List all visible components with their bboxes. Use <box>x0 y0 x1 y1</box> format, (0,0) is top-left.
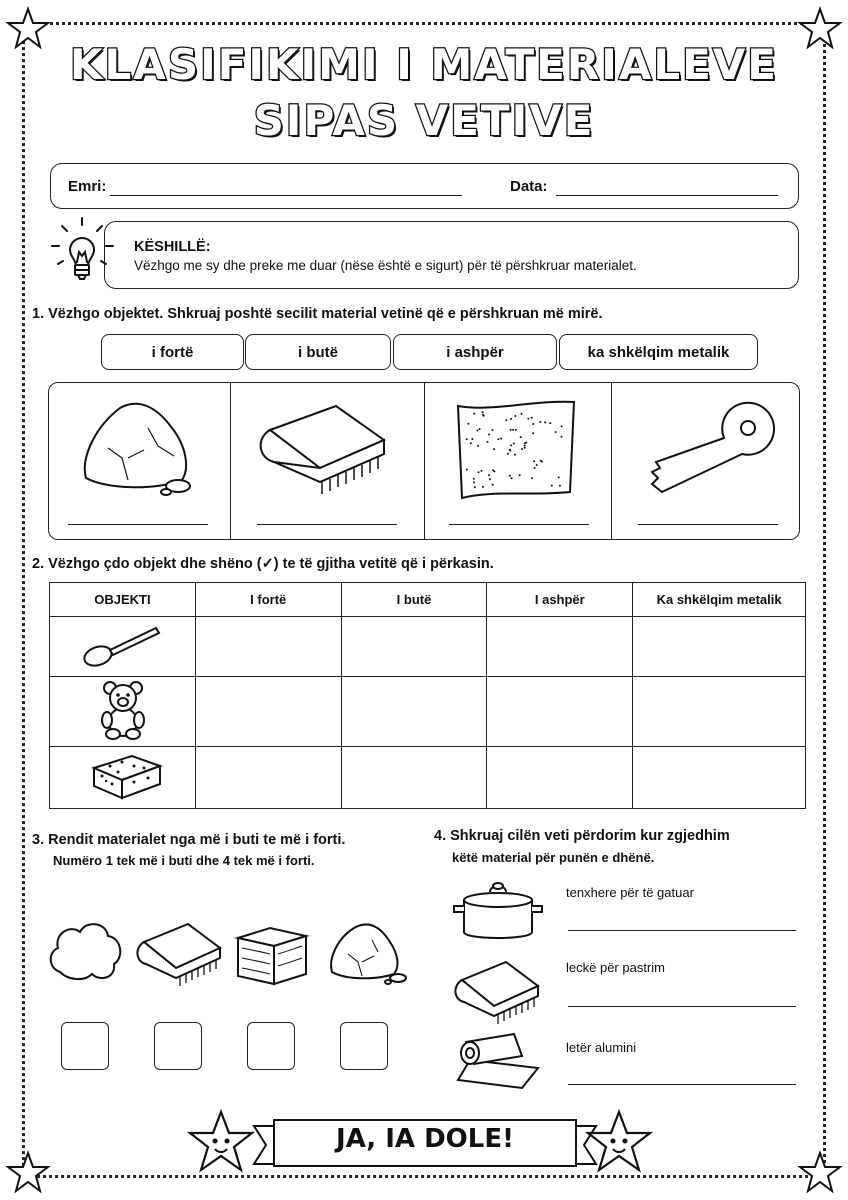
rank-box[interactable] <box>154 1022 202 1070</box>
grit-dot <box>482 486 484 488</box>
grit-dot <box>493 448 495 450</box>
divider <box>230 383 231 539</box>
smiling-star-icon <box>186 1108 256 1178</box>
grit-dot <box>479 428 481 430</box>
grit-dot <box>500 438 502 440</box>
grit-dot <box>549 422 551 424</box>
grit-dot <box>478 471 480 473</box>
grit-dot <box>561 425 563 427</box>
name-date-box <box>50 163 799 209</box>
check-cell[interactable] <box>487 677 633 747</box>
grit-dot <box>555 431 557 433</box>
q4-answer-line[interactable] <box>568 1084 796 1085</box>
check-cell[interactable] <box>633 747 806 809</box>
smiling-star-icon <box>584 1108 654 1178</box>
date-label: Data: <box>510 178 548 195</box>
divider <box>424 383 425 539</box>
q1-instruction: 1. Vëzhgo objektet. Shkruaj poshtë secilit material vetinë që e përshkruan më mirë. <box>32 306 603 322</box>
q4-line1: 4. Shkruaj cilën veti përdorim kur zgjedhim <box>434 828 730 844</box>
foil-roll-icon <box>450 1032 546 1092</box>
grit-dot <box>509 449 511 451</box>
grit-dot <box>510 444 512 446</box>
star-icon <box>798 1150 842 1194</box>
grit-dot <box>521 413 523 415</box>
column-header: I ashpër <box>487 583 633 617</box>
grit-dot <box>473 481 475 483</box>
q4-item-label: leckë për pastrim <box>566 960 665 975</box>
q4-line2: këtë material për punën e dhënë. <box>452 850 655 865</box>
grit-dot <box>492 484 494 486</box>
check-cell[interactable] <box>195 617 341 677</box>
q1-answer-line[interactable] <box>257 524 397 525</box>
column-header: OBJEKTI <box>50 583 196 617</box>
tip-heading: KËSHILLË: <box>134 239 211 255</box>
grit-dot <box>527 418 529 420</box>
q3-line2: Numëro 1 tek më i buti dhe 4 tek më i forti. <box>53 853 315 868</box>
grit-dot <box>511 477 513 479</box>
grit-dot <box>551 485 553 487</box>
rock-icon <box>78 398 208 498</box>
folded-cloth-icon <box>256 404 396 500</box>
grit-dot <box>509 475 511 477</box>
sponge-icon <box>88 750 164 802</box>
grit-dot <box>531 477 533 479</box>
rank-box[interactable] <box>340 1022 388 1070</box>
q1-answer-line[interactable] <box>68 524 208 525</box>
grit-dot <box>524 445 526 447</box>
q3-line1: 3. Rendit materialet nga më i buti te më i forti. <box>32 832 346 848</box>
name-label: Emri: <box>68 178 107 195</box>
star-icon <box>6 1150 50 1194</box>
grit-dot <box>482 414 484 416</box>
q4-item-label: letër alumini <box>566 1040 637 1055</box>
q1-option: i fortë <box>101 334 244 370</box>
spoon-icon <box>82 622 164 668</box>
lightbulb-icon <box>44 212 124 292</box>
grit-dot <box>558 476 560 478</box>
grit-dot <box>514 415 516 417</box>
grit-dot <box>512 429 514 431</box>
grit-dot <box>540 460 542 462</box>
tip-text: Vëzhgo me sy dhe preke me duar (nëse është e sigurt) për të përshkruar materialet. <box>134 258 637 273</box>
grit-dot <box>473 413 475 415</box>
check-cell[interactable] <box>487 617 633 677</box>
rock-icon <box>326 920 412 986</box>
grit-dot <box>515 429 517 431</box>
q4-item-label: tenxhere për të gatuar <box>566 885 694 900</box>
grit-dot <box>474 486 476 488</box>
grit-dot <box>559 485 561 487</box>
grit-dot <box>489 478 491 480</box>
grit-dot <box>470 442 472 444</box>
rank-box[interactable] <box>247 1022 295 1070</box>
folded-cloth-icon <box>452 960 544 1028</box>
grit-dot <box>524 447 526 449</box>
name-field[interactable] <box>110 195 462 196</box>
grit-dot <box>536 464 538 466</box>
grit-dot <box>507 453 509 455</box>
check-cell[interactable] <box>341 677 487 747</box>
q4-answer-line[interactable] <box>568 930 796 931</box>
grit-dot <box>513 443 515 445</box>
grit-dot <box>488 434 490 436</box>
rank-box[interactable] <box>61 1022 109 1070</box>
q1-option: i butë <box>245 334 391 370</box>
pot-icon <box>450 876 546 946</box>
grit-dot <box>510 429 512 431</box>
grit-dot <box>510 418 512 420</box>
grit-dot <box>533 460 535 462</box>
grit-dot <box>487 441 489 443</box>
divider <box>611 383 612 539</box>
grit-dot <box>525 442 527 444</box>
key-icon <box>642 400 778 500</box>
grit-dot <box>531 417 533 419</box>
grit-dot <box>473 478 475 480</box>
grit-dot <box>477 445 479 447</box>
banner-text: JA, IA DOLE! <box>336 1124 514 1154</box>
page-title-line2: SIPAS VETIVE <box>253 96 595 145</box>
grit-dot <box>521 448 523 450</box>
grit-dot <box>505 419 507 421</box>
grit-dot <box>491 429 493 431</box>
page-title-line1: KLASIFIKIMI I MATERIALEVE <box>70 40 778 89</box>
q1-option: ka shkëlqim metalik <box>559 334 758 370</box>
grit-dot <box>532 423 534 425</box>
grit-dot <box>467 423 469 425</box>
grit-dot <box>514 454 516 456</box>
check-cell[interactable] <box>487 747 633 809</box>
grit-dot <box>520 436 522 438</box>
grit-dot <box>497 438 499 440</box>
grit-dot <box>466 469 468 471</box>
q1-answer-line[interactable] <box>638 524 778 525</box>
teddy-bear-icon <box>98 680 148 740</box>
cotton-icon <box>46 918 126 984</box>
grit-dot <box>466 438 468 440</box>
date-field[interactable] <box>556 195 778 196</box>
check-cell[interactable] <box>341 747 487 809</box>
column-header: I butë <box>341 583 487 617</box>
column-header: I fortë <box>195 583 341 617</box>
grit-dot <box>539 421 541 423</box>
grit-dot <box>534 467 536 469</box>
sandpaper-icon <box>452 398 582 502</box>
folded-cloth-icon <box>134 922 226 990</box>
grit-dot <box>480 470 482 472</box>
grit-dot <box>519 474 521 476</box>
q4-answer-line[interactable] <box>568 1006 796 1007</box>
column-header: Ka shkëlqim metalik <box>633 583 806 617</box>
tip-box <box>104 221 799 289</box>
q2-instruction: 2. Vëzhgo çdo objekt dhe shëno (✓) te të gjitha vetitë që i përkasin. <box>32 556 494 572</box>
check-cell[interactable] <box>341 617 487 677</box>
q1-answer-line[interactable] <box>449 524 589 525</box>
check-cell[interactable] <box>633 617 806 677</box>
check-cell[interactable] <box>633 677 806 747</box>
grit-dot <box>477 430 479 432</box>
wood-block-icon <box>234 924 310 988</box>
grit-dot <box>492 469 494 471</box>
check-cell[interactable] <box>195 677 341 747</box>
grit-dot <box>471 438 473 440</box>
check-cell[interactable] <box>195 747 341 809</box>
grit-dot <box>532 432 534 434</box>
q1-option: i ashpër <box>393 334 557 370</box>
grit-dot <box>488 474 490 476</box>
grit-dot <box>561 436 563 438</box>
grit-dot <box>482 411 484 413</box>
grit-dot <box>544 421 546 423</box>
